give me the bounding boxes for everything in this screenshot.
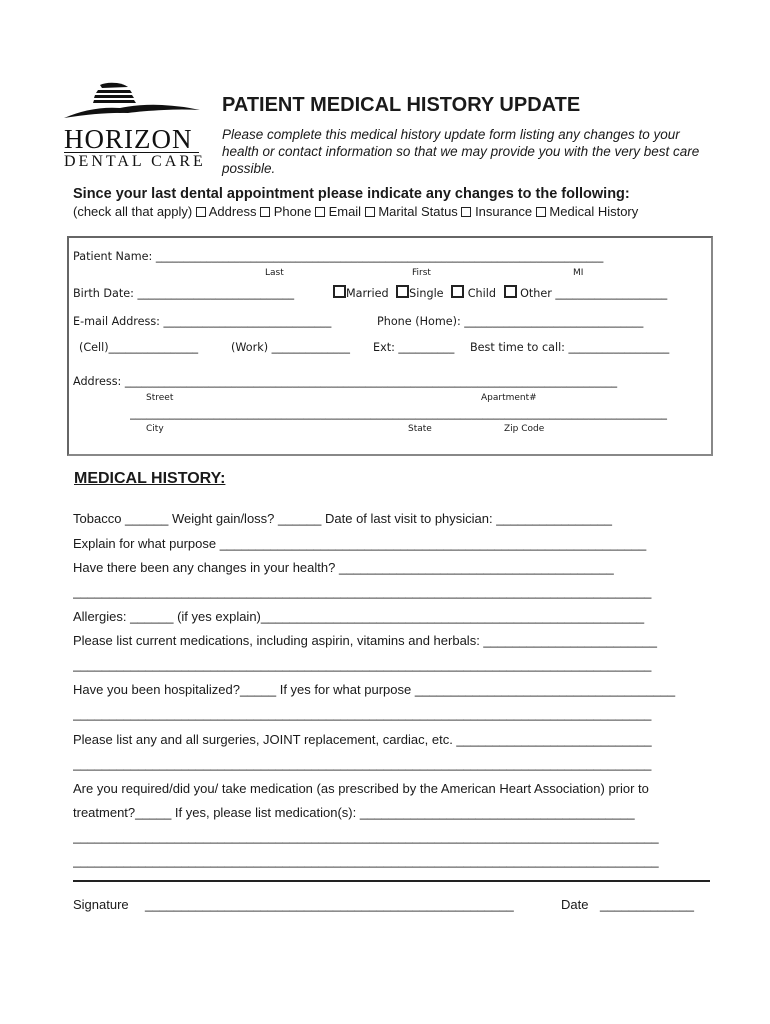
- signature-field[interactable]: ___________________________________________________: [145, 897, 514, 912]
- medical-line-tobacco[interactable]: Tobacco ______ Weight gain/loss? ______ Date of last visit to physician: ________________: [73, 511, 612, 526]
- birth-date-field[interactable]: Birth Date: ____________________________: [73, 287, 295, 300]
- signature-divider: [73, 880, 710, 882]
- logo-dental-care-text: DENTAL CARE: [64, 153, 206, 170]
- checkbox-medical-history[interactable]: Medical History: [536, 204, 638, 219]
- ext-field[interactable]: Ext: __________: [373, 341, 455, 354]
- medical-line-medications[interactable]: Please list current medications, including aspirin, vitamins and herbals: ________________________: [73, 633, 657, 648]
- medical-line-hospitalized[interactable]: Have you been hospitalized?_____ If yes for what purpose ____________________________________: [73, 682, 676, 697]
- marital-options: [333, 285, 667, 300]
- medical-line-blank-5[interactable]: _________________________________________________________________________________: [73, 829, 659, 844]
- apartment-label: Apartment#: [481, 393, 537, 403]
- intro-text: Please complete this medical history update form listing any changes to your health or contact information so that we may provide you with the very best care possible.: [222, 127, 700, 176]
- medical-history-heading: MEDICAL HISTORY:: [74, 470, 226, 487]
- logo-horizon-text: HORIZON: [64, 124, 193, 154]
- checkbox-address[interactable]: Address: [196, 204, 257, 219]
- medical-line-blank-6[interactable]: _________________________________________________________________________________: [73, 853, 659, 868]
- checkbox-other[interactable]: Other ____________________: [504, 287, 668, 300]
- address-field[interactable]: Address: ________________________________________________________________________________________: [73, 375, 618, 388]
- medical-line-premed-list[interactable]: treatment?_____ If yes, please list medication(s): ______________________________________: [73, 805, 635, 820]
- work-phone-field[interactable]: (Work) ______________: [231, 341, 350, 354]
- zip-code-label: Zip Code: [504, 424, 545, 434]
- address-line2-field[interactable]: ________________________________________________________________________________________________: [130, 407, 667, 420]
- best-time-field[interactable]: Best time to call: __________________: [470, 341, 670, 354]
- horizon-sun-logo-icon: [62, 82, 202, 128]
- checkbox-single[interactable]: Single: [396, 287, 443, 300]
- name-last-label: Last: [265, 268, 284, 278]
- checkbox-email[interactable]: Email: [315, 204, 361, 219]
- city-label: City: [146, 424, 164, 434]
- date-field[interactable]: _____________: [600, 897, 694, 912]
- medical-line-blank-4[interactable]: ________________________________________________________________________________: [73, 756, 652, 771]
- medical-line-allergies[interactable]: Allergies: ______ (if yes explain)_____________________________________________________: [73, 609, 645, 624]
- email-field[interactable]: E-mail Address: ______________________________: [73, 315, 332, 328]
- street-label: Street: [146, 393, 174, 403]
- medical-line-health-changes[interactable]: Have there been any changes in your health? ______________________________________: [73, 560, 614, 575]
- cell-phone-field[interactable]: (Cell)________________: [79, 341, 199, 354]
- changes-heading: Since your last dental appointment please indicate any changes to the following:: [73, 186, 630, 202]
- medical-line-blank-3[interactable]: ________________________________________________________________________________: [73, 706, 652, 721]
- date-label: Date: [561, 897, 589, 912]
- page-title: PATIENT MEDICAL HISTORY UPDATE: [222, 94, 581, 116]
- checkbox-marital-status[interactable]: Marital Status: [365, 204, 458, 219]
- checkbox-child[interactable]: Child: [451, 287, 496, 300]
- phone-home-field[interactable]: Phone (Home): ________________________________: [377, 315, 644, 328]
- medical-line-blank-1[interactable]: ________________________________________________________________________________: [73, 584, 652, 599]
- medical-line-purpose[interactable]: Explain for what purpose ___________________________________________________________: [73, 536, 647, 551]
- changes-lead: (check all that apply): [73, 204, 193, 219]
- name-mi-label: MI: [573, 268, 584, 278]
- medical-line-premedication: Are you required/did you/ take medication (as prescribed by the American Heart Association) prior to: [73, 781, 649, 796]
- checkbox-phone[interactable]: Phone: [260, 204, 311, 219]
- signature-label: Signature: [73, 897, 129, 912]
- state-label: State: [408, 424, 432, 434]
- name-first-label: First: [412, 268, 431, 278]
- changes-checklist: [73, 204, 638, 219]
- patient-name-field[interactable]: Patient Name: ________________________________________________________________________________: [73, 250, 604, 263]
- checkbox-married[interactable]: Married: [333, 287, 389, 300]
- checkbox-insurance[interactable]: Insurance: [461, 204, 532, 219]
- medical-line-surgeries[interactable]: Please list any and all surgeries, JOINT replacement, cardiac, etc. ___________________________: [73, 732, 652, 747]
- medical-line-blank-2[interactable]: ________________________________________________________________________________: [73, 657, 652, 672]
